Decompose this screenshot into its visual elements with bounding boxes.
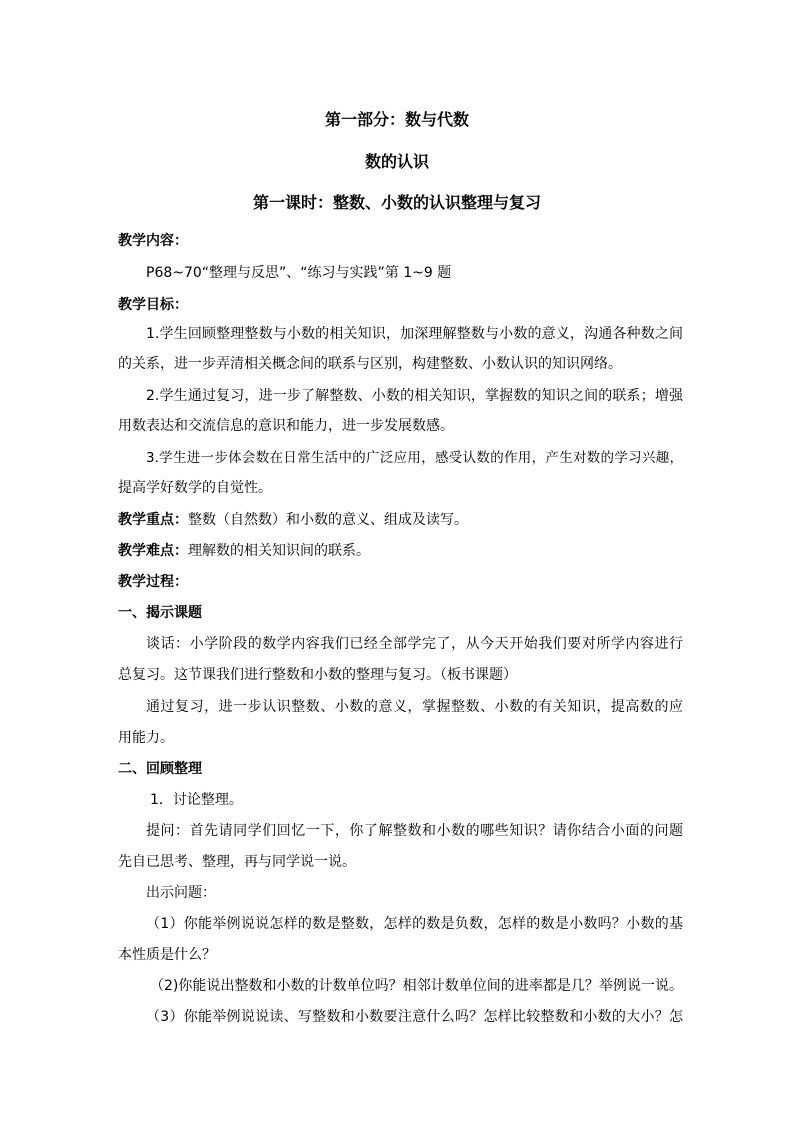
question-1-line-2: 本性质是什么？ [118, 947, 216, 963]
difficulty-point [118, 540, 683, 560]
question-2: （2)你能说出整数和小数的计数单位吗？相邻计数单位间的进率都是几？举例说一说。 [150, 978, 683, 994]
question-1-line-1: （1）你能举例说说怎样的数是整数，怎样的数是负数，怎样的数是小数吗？小数的基 [146, 916, 683, 932]
goal-3-line-1: 3.学生进一步体会数在日常生活中的广泛应用，感受认数的作用，产生对数的学习兴趣， [146, 450, 683, 466]
section-2-item-1: 1．讨论整理。 [150, 792, 243, 808]
content-text: P68~70“整理与反思”、“练习与实践”第 1~9 题 [146, 265, 452, 281]
unit-title: 数的认识 [364, 152, 429, 171]
process-label: 教学过程： [118, 574, 188, 590]
difficulty-label: 教学难点： [118, 543, 188, 559]
section-1-p2-line-1: 通过复习，进一步认识整数、小数的意义，掌握整数、小数的有关知识，提高数的应 [146, 699, 683, 715]
section-2-heading: 二、回顾整理 [118, 761, 202, 777]
goal-1-line-2: 的关系，进一步弄清相关概念间的联系与区别，构建整数、小数认识的知识网络。 [118, 356, 622, 372]
question-3-line-1: （3）你能举例说说读、写整数和小数要注意什么吗？怎样比较整数和小数的大小？怎 [146, 1009, 683, 1025]
content-label: 教学内容： [118, 233, 188, 249]
part-title: 第一部分：数与代数 [324, 110, 469, 129]
goal-3-line-2: 提高学好数学的自觉性。 [118, 480, 272, 496]
difficulty-text: 理解数的相关知识间的联系。 [188, 543, 370, 559]
section-1-p1-line-2: 总复习。这节课我们进行整数和小数的整理与复习。（板书课题） [118, 667, 517, 683]
section-1-p2-line-2: 用能力。 [118, 730, 174, 746]
section-2-ask-line-1: 提问：首先请同学们回忆一下，你了解整数和小数的哪些知识？请你结合小面的问题 [146, 823, 683, 839]
key-point [118, 509, 683, 529]
lesson-title: 第一课时：整数、小数的认识整理与复习 [252, 193, 541, 212]
section-2-show: 出示问题： [146, 885, 216, 901]
section-1-p1-line-1: 谈话：小学阶段的数学内容我们已经全部学完了，从今天开始我们要对所学内容进行 [146, 636, 683, 652]
section-2-ask-line-2: 先自已思考、整理，再与同学说一说。 [118, 854, 356, 870]
key-text: 整数（自然数）和小数的意义、组成及读写。 [188, 512, 468, 528]
key-label: 教学重点： [118, 512, 188, 528]
goals-label: 教学目标： [118, 297, 188, 313]
section-1-heading: 一、揭示课题 [118, 605, 202, 621]
goal-2-line-1: 2.学生通过复习，进一步了解整数、小数的相关知识，掌握数的知识之间的联系；增强 [146, 388, 683, 404]
goal-2-line-2: 用数表达和交流信息的意识和能力，进一步发展数感。 [118, 418, 454, 434]
goal-1-line-1: 1.学生回顾整理整数与小数的相关知识，加深理解整数与小数的意义，沟通各种数之间 [146, 326, 683, 342]
